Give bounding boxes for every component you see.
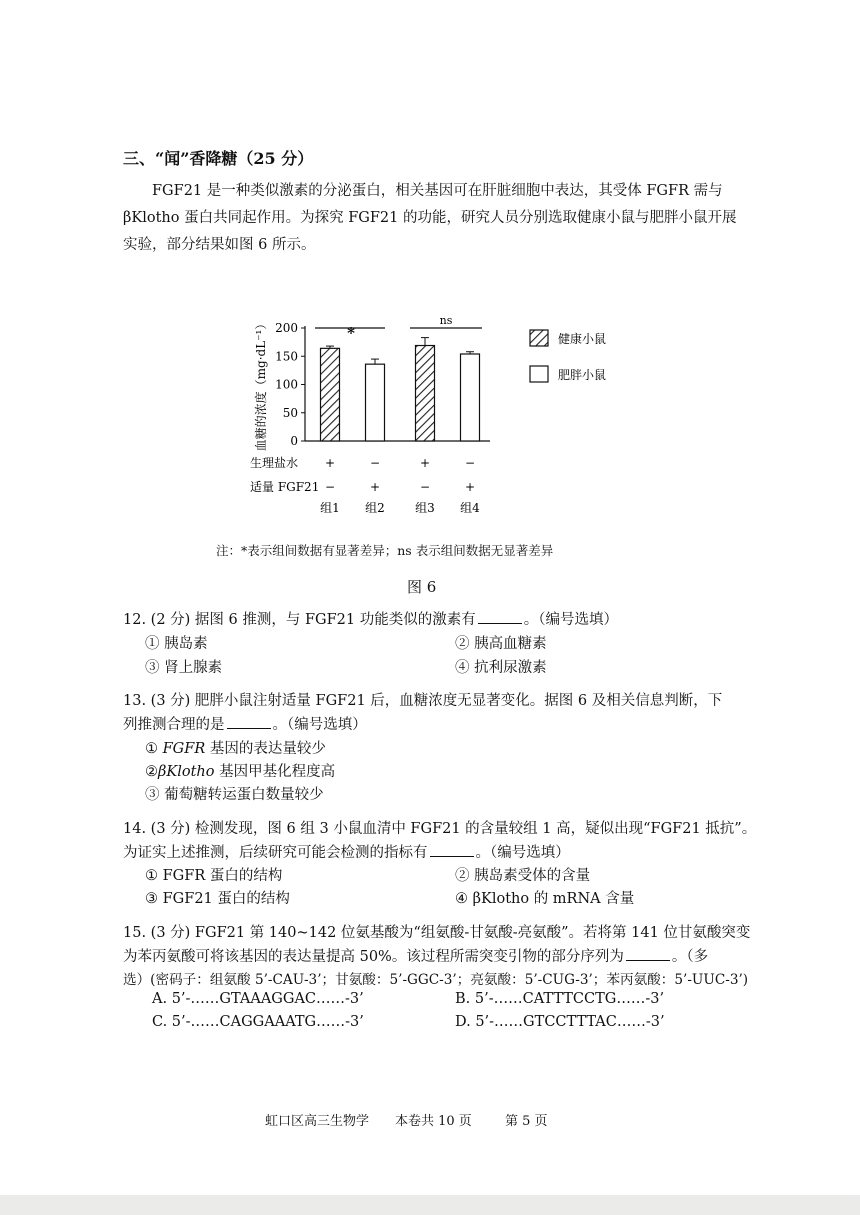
section-title: 三、“闻”香降糖（25 分） [123, 149, 314, 168]
saline-mark: + [419, 456, 431, 470]
q14-line-2 [123, 841, 570, 862]
q13-option-2 [145, 760, 335, 781]
saline-mark: + [324, 456, 336, 470]
q12-option-2: ② 胰高血糖素 [455, 636, 547, 652]
q13-option-1 [145, 737, 326, 758]
legend-label-healthy: 健康小鼠 [558, 332, 607, 346]
q12-stem [123, 608, 618, 629]
q13-stem-post: 。（编号选填） [272, 717, 367, 733]
bar-组3 [416, 346, 435, 441]
q12-stem-post: 。（编号选填） [523, 612, 618, 628]
intro-paragraph [123, 178, 743, 259]
y-tick-label: 50 [282, 405, 298, 420]
intro-line-2: βKlotho 蛋白共同起作用。为探究 FGF21 的功能，研究人员分别选取健康小鼠与肥胖小鼠开展 [123, 210, 737, 226]
bar-组4 [461, 354, 480, 441]
footer-subject: 虹口区高三生物学 [265, 1114, 370, 1129]
q14-option-1: ① FGFR 蛋白的结构 [145, 868, 283, 884]
q15-line-3: 选）(密码子：组氨酸 5’-CAU-3’；甘氨酸：5’-GGC-3’；亮氨酸：5’-CUG-3’；苯丙氨酸：5’-UUC-3’) [123, 972, 749, 988]
figure-caption: 图 6 [407, 578, 437, 596]
q14-stem-pre: 为证实上述推测，后续研究可能会检测的指标有 [123, 845, 428, 861]
q14-line-1: 14. (3 分) 检测发现，图 6 组 3 小鼠血清中 FGF21 的含量较组 1 高，疑似出现“FGF21 抵抗”。 [123, 821, 757, 837]
q15-line-1: 15. (3 分) FGF21 第 140~142 位氨基酸为“组氨酸-甘氨酸-亮氨酸”。若将第 141 位甘氨酸突变 [123, 925, 751, 941]
y-tick-label: 150 [275, 349, 298, 364]
q13-stem-pre: 列推测合理的是 [123, 717, 225, 733]
intro-line-3: 实验，部分结果如图 6 所示。 [123, 237, 316, 253]
figure-note: 注：*表示组间数据有显著差异；ns 表示组间数据无显著差异 [216, 543, 554, 558]
fgf21-mark: − [324, 480, 336, 494]
group-label: 组3 [415, 501, 435, 515]
q15-option-b: B. 5’-……CATTTCCTG……-3’ [455, 991, 665, 1007]
q15-line-2 [123, 945, 708, 966]
q13-option-2-num: ② [145, 764, 158, 780]
footer-total-pages: 本卷共 10 页 [395, 1114, 472, 1129]
row-label-saline: 生理盐水 [250, 456, 299, 470]
q15-option-d: D. 5’-……GTCCTTTAC……-3’ [455, 1014, 665, 1030]
q13-option-1-num: ① [145, 741, 158, 757]
q15-stem-post: 。（多 [671, 949, 709, 965]
legend-swatch-healthy [530, 330, 548, 346]
group-label: 组1 [320, 501, 340, 515]
q15-answer-blank[interactable] [626, 946, 670, 961]
q12-stem-pre: 12. (2 分) 据图 6 推测，与 FGF21 功能类似的激素有 [123, 612, 476, 628]
q12-answer-blank[interactable] [478, 609, 522, 624]
group-label: 组4 [460, 501, 480, 515]
fgf21-mark: + [369, 480, 381, 494]
group-label: 组2 [365, 501, 385, 515]
q13-option-1-text: 基因的表达量较少 [205, 741, 326, 757]
y-axis-label: 血糖的浓度（mg·dL⁻¹） [254, 317, 268, 452]
q13-answer-blank[interactable] [227, 714, 271, 729]
y-tick-label: 200 [275, 321, 298, 335]
q13-line-1: 13. (3 分) 肥胖小鼠注射适量 FGF21 后，血糖浓度无显著变化。据图 6 及相关信息判断，下 [123, 693, 723, 709]
q15-stem-pre: 为苯丙氨酸可将该基因的表达量提高 50%。该过程所需突变引物的部分序列为 [123, 949, 624, 965]
q12-option-3: ③ 肾上腺素 [145, 660, 223, 676]
fgf21-mark: + [464, 480, 476, 494]
q14-option-3: ③ FGF21 蛋白的结构 [145, 891, 290, 907]
q12-option-1: ① 胰岛素 [145, 636, 208, 652]
saline-mark: − [369, 456, 381, 470]
q13-option-2-text: 基因甲基化程度高 [214, 764, 336, 780]
q15-option-a: A. 5’-……GTAAAGGAC……-3’ [152, 991, 364, 1007]
q12-option-4: ④ 抗利尿激素 [455, 660, 547, 676]
q15-option-c: C. 5’-……CAGGAAATG……-3’ [152, 1014, 364, 1030]
y-tick-label: 100 [275, 377, 298, 392]
q13-option-2-gene: βKlotho [158, 764, 215, 780]
bar-组1 [321, 348, 340, 441]
fgf21-mark: − [419, 480, 431, 494]
scan-bottom-edge [0, 1195, 860, 1215]
q13-option-1-gene: FGFR [162, 741, 206, 757]
q13-option-3-num: ③ [145, 787, 160, 803]
legend-swatch-obese [530, 366, 548, 382]
intro-line-1: FGF21 是一种类似激素的分泌蛋白，相关基因可在肝脏细胞中表达，其受体 FGFR 需与 [152, 183, 723, 199]
saline-mark: − [464, 456, 476, 470]
q14-stem-post: 。（编号选填） [475, 845, 570, 861]
sig-mark-star: * [347, 324, 355, 342]
row-label-fgf21: 适量 FGF21 [250, 480, 320, 494]
q13-line-2 [123, 713, 367, 734]
legend-label-obese: 肥胖小鼠 [558, 368, 607, 382]
y-tick-label: 0 [290, 434, 298, 448]
figure-6-chart [240, 310, 640, 525]
q14-answer-blank[interactable] [430, 842, 474, 857]
q13-option-3-text: 葡萄糖转运蛋白数量较少 [164, 787, 324, 803]
footer-page-number: 第 5 页 [505, 1114, 548, 1129]
q14-option-4: ④ βKlotho 的 mRNA 含量 [455, 891, 635, 907]
q14-option-2: ② 胰岛素受体的含量 [455, 868, 591, 884]
q13-option-3 [145, 783, 324, 804]
sig-mark-ns: ns [439, 314, 453, 327]
bar-组2 [366, 364, 385, 441]
